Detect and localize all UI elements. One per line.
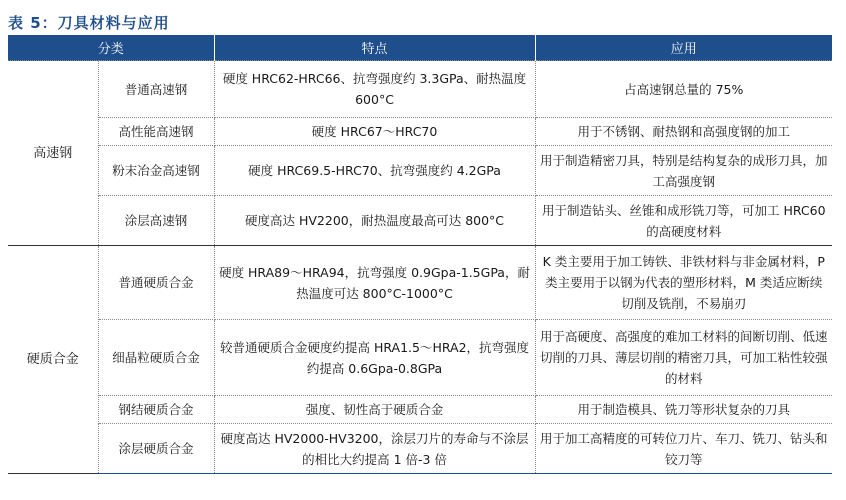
application-cell: 用于制造钻头、丝锥和成形铣刀等，可加工 HRC60 的高硬度材料 bbox=[535, 196, 832, 246]
subcategory-cell: 普通硬质合金 bbox=[98, 246, 214, 320]
materials-table-container bbox=[8, 35, 832, 474]
table-row bbox=[8, 196, 832, 246]
subcategory-cell: 细晶粒硬质合金 bbox=[98, 320, 214, 396]
subcategory-cell: 高性能高速钢 bbox=[98, 118, 214, 146]
subcategory-cell: 钢结硬质合金 bbox=[98, 396, 214, 424]
feature-cell: 硬度高达 HV2000-HV3200，涂层刀片的寿命与不涂层的相比大约提高 1 倍-3 倍 bbox=[214, 424, 535, 474]
header-category: 分类 bbox=[8, 35, 214, 61]
application-cell: 用于制造精密刀具，特别是结构复杂的成形刀具，加工高强度钢 bbox=[535, 146, 832, 196]
feature-cell: 硬度 HRA89～HRA94，抗弯强度 0.9Gpa-1.5GPa，耐热温度可达 800°C-1000°C bbox=[214, 246, 535, 320]
table-row bbox=[8, 396, 832, 424]
table-title: 表 5：刀具材料与应用 bbox=[8, 14, 170, 32]
category-cell: 高速钢 bbox=[8, 61, 98, 246]
feature-cell: 较普通硬质合金硬度约提高 HRA1.5～HRA2，抗弯强度约提高 0.6Gpa-0.8GPa bbox=[214, 320, 535, 396]
header-application: 应用 bbox=[535, 35, 832, 61]
table-row bbox=[8, 61, 832, 118]
table-row bbox=[8, 118, 832, 146]
subcategory-cell: 粉末冶金高速钢 bbox=[98, 146, 214, 196]
application-cell: 用于制造模具、铣刀等形状复杂的刀具 bbox=[535, 396, 832, 424]
feature-cell: 硬度 HRC69.5-HRC70、抗弯强度约 4.2GPa bbox=[214, 146, 535, 196]
table-row bbox=[8, 246, 832, 320]
table-row bbox=[8, 320, 832, 396]
application-cell: K 类主要用于加工铸铁、非铁材料与非金属材料，P 类主要用于以钢为代表的塑形材料，M 类适应断续切削及铣削，不易崩刃 bbox=[535, 246, 832, 320]
table-row bbox=[8, 424, 832, 474]
header-row bbox=[8, 35, 832, 61]
header-feature: 特点 bbox=[214, 35, 535, 61]
materials-table bbox=[8, 35, 832, 474]
feature-cell: 硬度 HRC62-HRC66、抗弯强度约 3.3GPa、耐热温度 600°C bbox=[214, 61, 535, 118]
table-row bbox=[8, 146, 832, 196]
application-cell: 占高速钢总量的 75% bbox=[535, 61, 832, 118]
feature-cell: 强度、韧性高于硬质合金 bbox=[214, 396, 535, 424]
category-cell: 硬质合金 bbox=[8, 246, 98, 474]
subcategory-cell: 涂层高速钢 bbox=[98, 196, 214, 246]
subcategory-cell: 涂层硬质合金 bbox=[98, 424, 214, 474]
subcategory-cell: 普通高速钢 bbox=[98, 61, 214, 118]
feature-cell: 硬度 HRC67～HRC70 bbox=[214, 118, 535, 146]
application-cell: 用于高硬度、高强度的难加工材料的间断切削、低速切削的刀具、薄层切削的精密刀具，可加工粘性较强的材料 bbox=[535, 320, 832, 396]
application-cell: 用于加工高精度的可转位刀片、车刀、铣刀、钻头和铰刀等 bbox=[535, 424, 832, 474]
feature-cell: 硬度高达 HV2200，耐热温度最高可达 800°C bbox=[214, 196, 535, 246]
application-cell: 用于不锈钢、耐热钢和高强度钢的加工 bbox=[535, 118, 832, 146]
